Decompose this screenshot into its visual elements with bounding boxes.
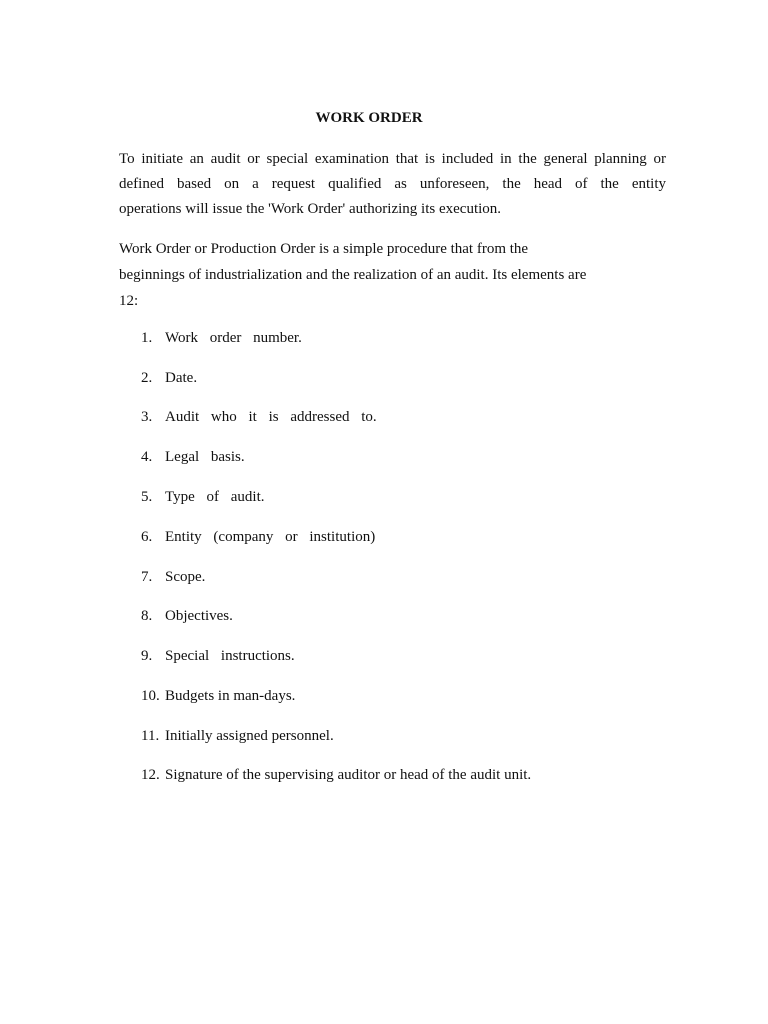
list-item <box>141 765 531 785</box>
paragraph-line: defined based on a request qualified as unforeseen, the head of the entity <box>119 176 666 192</box>
list-item <box>141 646 295 666</box>
list-item-text: Type of audit. <box>165 489 265 505</box>
paragraph-line: operations will issue the 'Work Order' authorizing its execution. <box>119 201 502 217</box>
list-item-text: Signature of the supervising auditor or head of the audit unit. <box>165 767 532 783</box>
paragraph-line: beginnings of industrialization and the realization of an audit. Its elements are <box>119 267 587 283</box>
list-item-number: 7. <box>141 569 153 585</box>
list-item-number: 8. <box>141 608 153 624</box>
paragraph-line: 12: <box>119 293 139 309</box>
list-item-text: Date. <box>165 370 198 386</box>
list-item-number: 2. <box>141 370 153 386</box>
paragraph-line: Work Order or Production Order is a simple procedure that from the <box>119 241 529 257</box>
definition-paragraph <box>119 236 639 314</box>
list-item <box>141 487 265 507</box>
paragraph-line: To initiate an audit or special examination that is included in the general planning or <box>119 151 666 167</box>
list-item-number: 6. <box>141 529 153 545</box>
list-item <box>141 368 197 388</box>
list-item <box>141 606 233 626</box>
list-item <box>141 686 295 706</box>
list-item-number: 10. <box>141 688 160 704</box>
list-item-number: 1. <box>141 330 153 346</box>
list-item-number: 12. <box>141 767 160 783</box>
list-item-text: Scope. <box>165 569 206 585</box>
list-item-number: 3. <box>141 409 153 425</box>
list-item <box>141 726 334 746</box>
list-item-text: Initially assigned personnel. <box>165 728 334 744</box>
list-item-text: Special instructions. <box>165 648 295 664</box>
list-item-number: 11. <box>141 728 160 744</box>
list-item-text: Objectives. <box>165 608 233 624</box>
list-item-number: 9. <box>141 648 153 664</box>
intro-paragraph <box>119 147 666 222</box>
list-item <box>141 407 377 427</box>
list-item-text: Entity (company or institution) <box>165 529 376 545</box>
list-item <box>141 447 245 467</box>
list-item-text: Budgets in man-days. <box>165 688 296 704</box>
list-item-text: Legal basis. <box>165 449 245 465</box>
list-item <box>141 328 302 348</box>
list-item <box>141 567 205 587</box>
list-item <box>141 527 375 547</box>
list-item-number: 5. <box>141 489 153 505</box>
list-item-text: Audit who it is addressed to. <box>165 409 377 425</box>
document-title: WORK ORDER <box>315 110 423 126</box>
list-item-text: Work order number. <box>165 330 302 346</box>
list-item-number: 4. <box>141 449 153 465</box>
